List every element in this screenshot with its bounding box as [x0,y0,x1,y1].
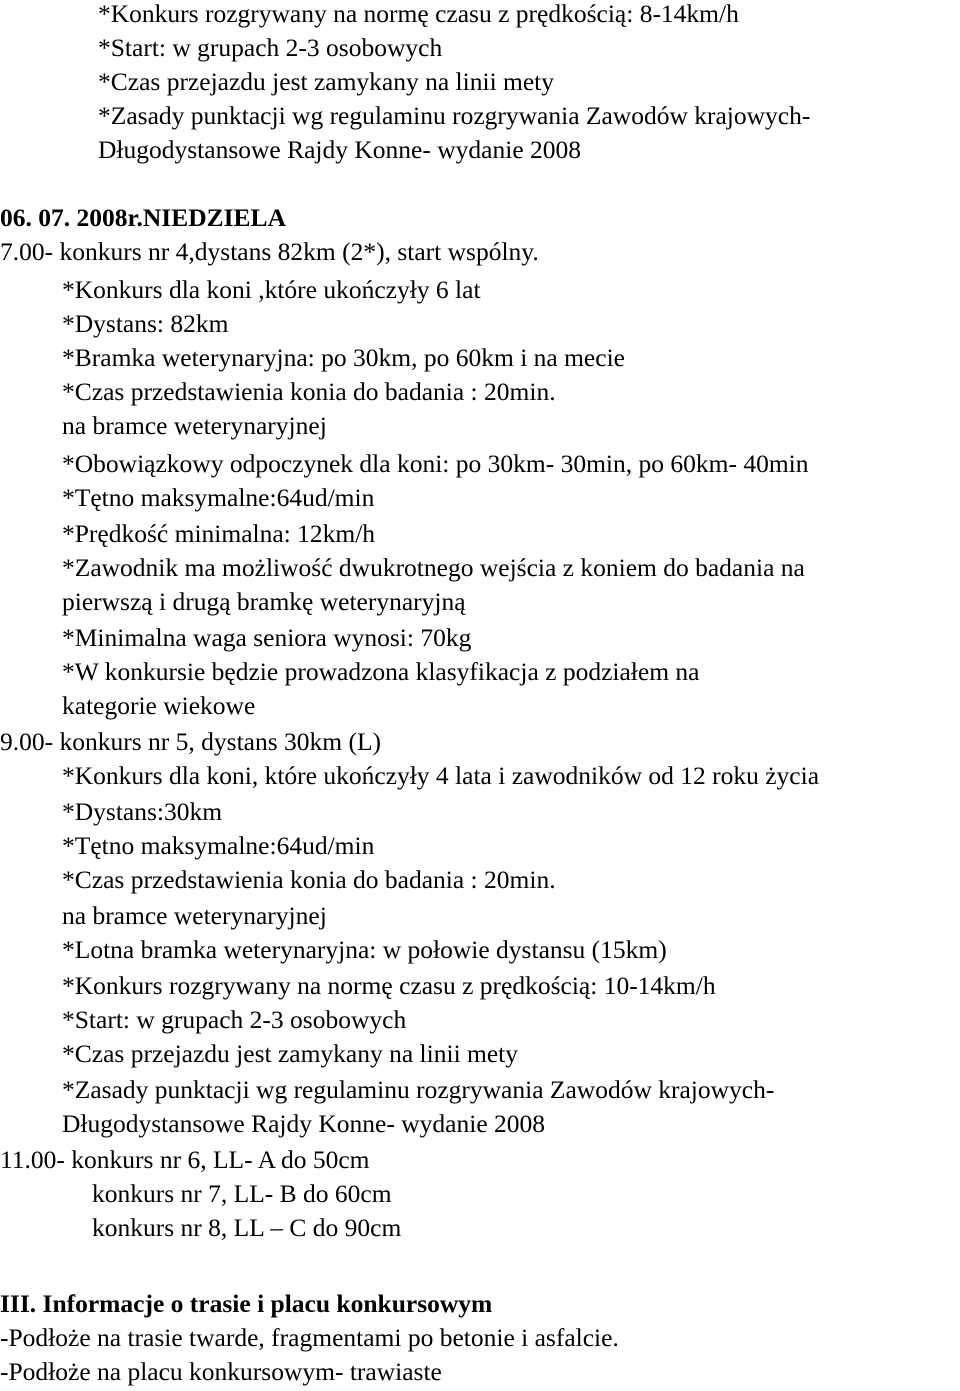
event-time-line: 7.00- konkurs nr 4,dystans 82km (2*), start wspólny. [0,237,539,266]
section-line: -Podłoże na trasie twarde, fragmentami po betonie i asfalcie. [0,1323,619,1352]
event-item: *Konkurs rozgrywany na normę czasu z prędkością: 10-14km/h [62,971,716,1000]
event-item: *Tętno maksymalne:64ud/min [62,483,375,512]
event-item: *Obowiązkowy odpoczynek dla koni: po 30km- 30min, po 60km- 40min [62,449,809,478]
event-item: Długodystansowe Rajdy Konne- wydanie 2008 [62,1109,546,1138]
top-rule-line: *Zasady punktacji wg regulaminu rozgrywania Zawodów krajowych- [98,101,811,130]
event-item: konkurs nr 7, LL- B do 60cm [92,1179,392,1208]
event-item: *Czas przejazdu jest zamykany na linii mety [62,1039,519,1068]
date-heading: 06. 07. 2008r.NIEDZIELA [0,203,286,232]
section-line: -Podłoże na placu konkursowym- trawiaste [0,1357,442,1386]
event-item: *Konkurs dla koni ,które ukończyły 6 lat [62,275,481,304]
event-item: *Tętno maksymalne:64ud/min [62,831,375,860]
event-item: *Zawodnik ma możliwość dwukrotnego wejścia z koniem do badania na [62,553,805,582]
event-item: *Zasady punktacji wg regulaminu rozgrywania Zawodów krajowych- [62,1075,775,1104]
event-item: *Prędkość minimalna: 12km/h [62,519,376,548]
event-item: *W konkursie będzie prowadzona klasyfikacja z podziałem na [62,657,700,686]
event-time-line: 9.00- konkurs nr 5, dystans 30km (L) [0,727,382,756]
event-item: *Czas przedstawienia konia do badania : 20min. [62,377,556,406]
event-item: pierwszą i drugą bramkę weterynaryjną [62,587,466,616]
event-item: kategorie wiekowe [62,691,256,720]
event-item: *Dystans: 82km [62,309,229,338]
event-item: *Minimalna waga seniora wynosi: 70kg [62,623,472,652]
top-rule-line: *Czas przejazdu jest zamykany na linii mety [98,67,555,96]
event-time-line: 11.00- konkurs nr 6, LL- A do 50cm [0,1145,370,1174]
top-rule-line: *Start: w grupach 2-3 osobowych [98,33,443,62]
event-item: na bramce weterynaryjnej [62,901,327,930]
top-rule-line-continued: Długodystansowe Rajdy Konne- wydanie 2008 [98,135,582,164]
event-item: *Bramka weterynaryjna: po 30km, po 60km i na mecie [62,343,625,372]
top-rule-line: *Konkurs rozgrywany na normę czasu z prędkością: 8-14km/h [98,0,739,28]
event-item: *Dystans:30km [62,797,223,826]
event-item: *Start: w grupach 2-3 osobowych [62,1005,407,1034]
section-heading: III. Informacje o trasie i placu konkursowym [0,1289,493,1318]
event-item: *Czas przedstawienia konia do badania : 20min. [62,865,556,894]
event-item: na bramce weterynaryjnej [62,411,327,440]
event-item: konkurs nr 8, LL – C do 90cm [92,1213,402,1242]
event-item: *Konkurs dla koni, które ukończyły 4 lata i zawodników od 12 roku życia [62,761,820,790]
event-item: *Lotna bramka weterynaryjna: w połowie dystansu (15km) [62,935,667,964]
